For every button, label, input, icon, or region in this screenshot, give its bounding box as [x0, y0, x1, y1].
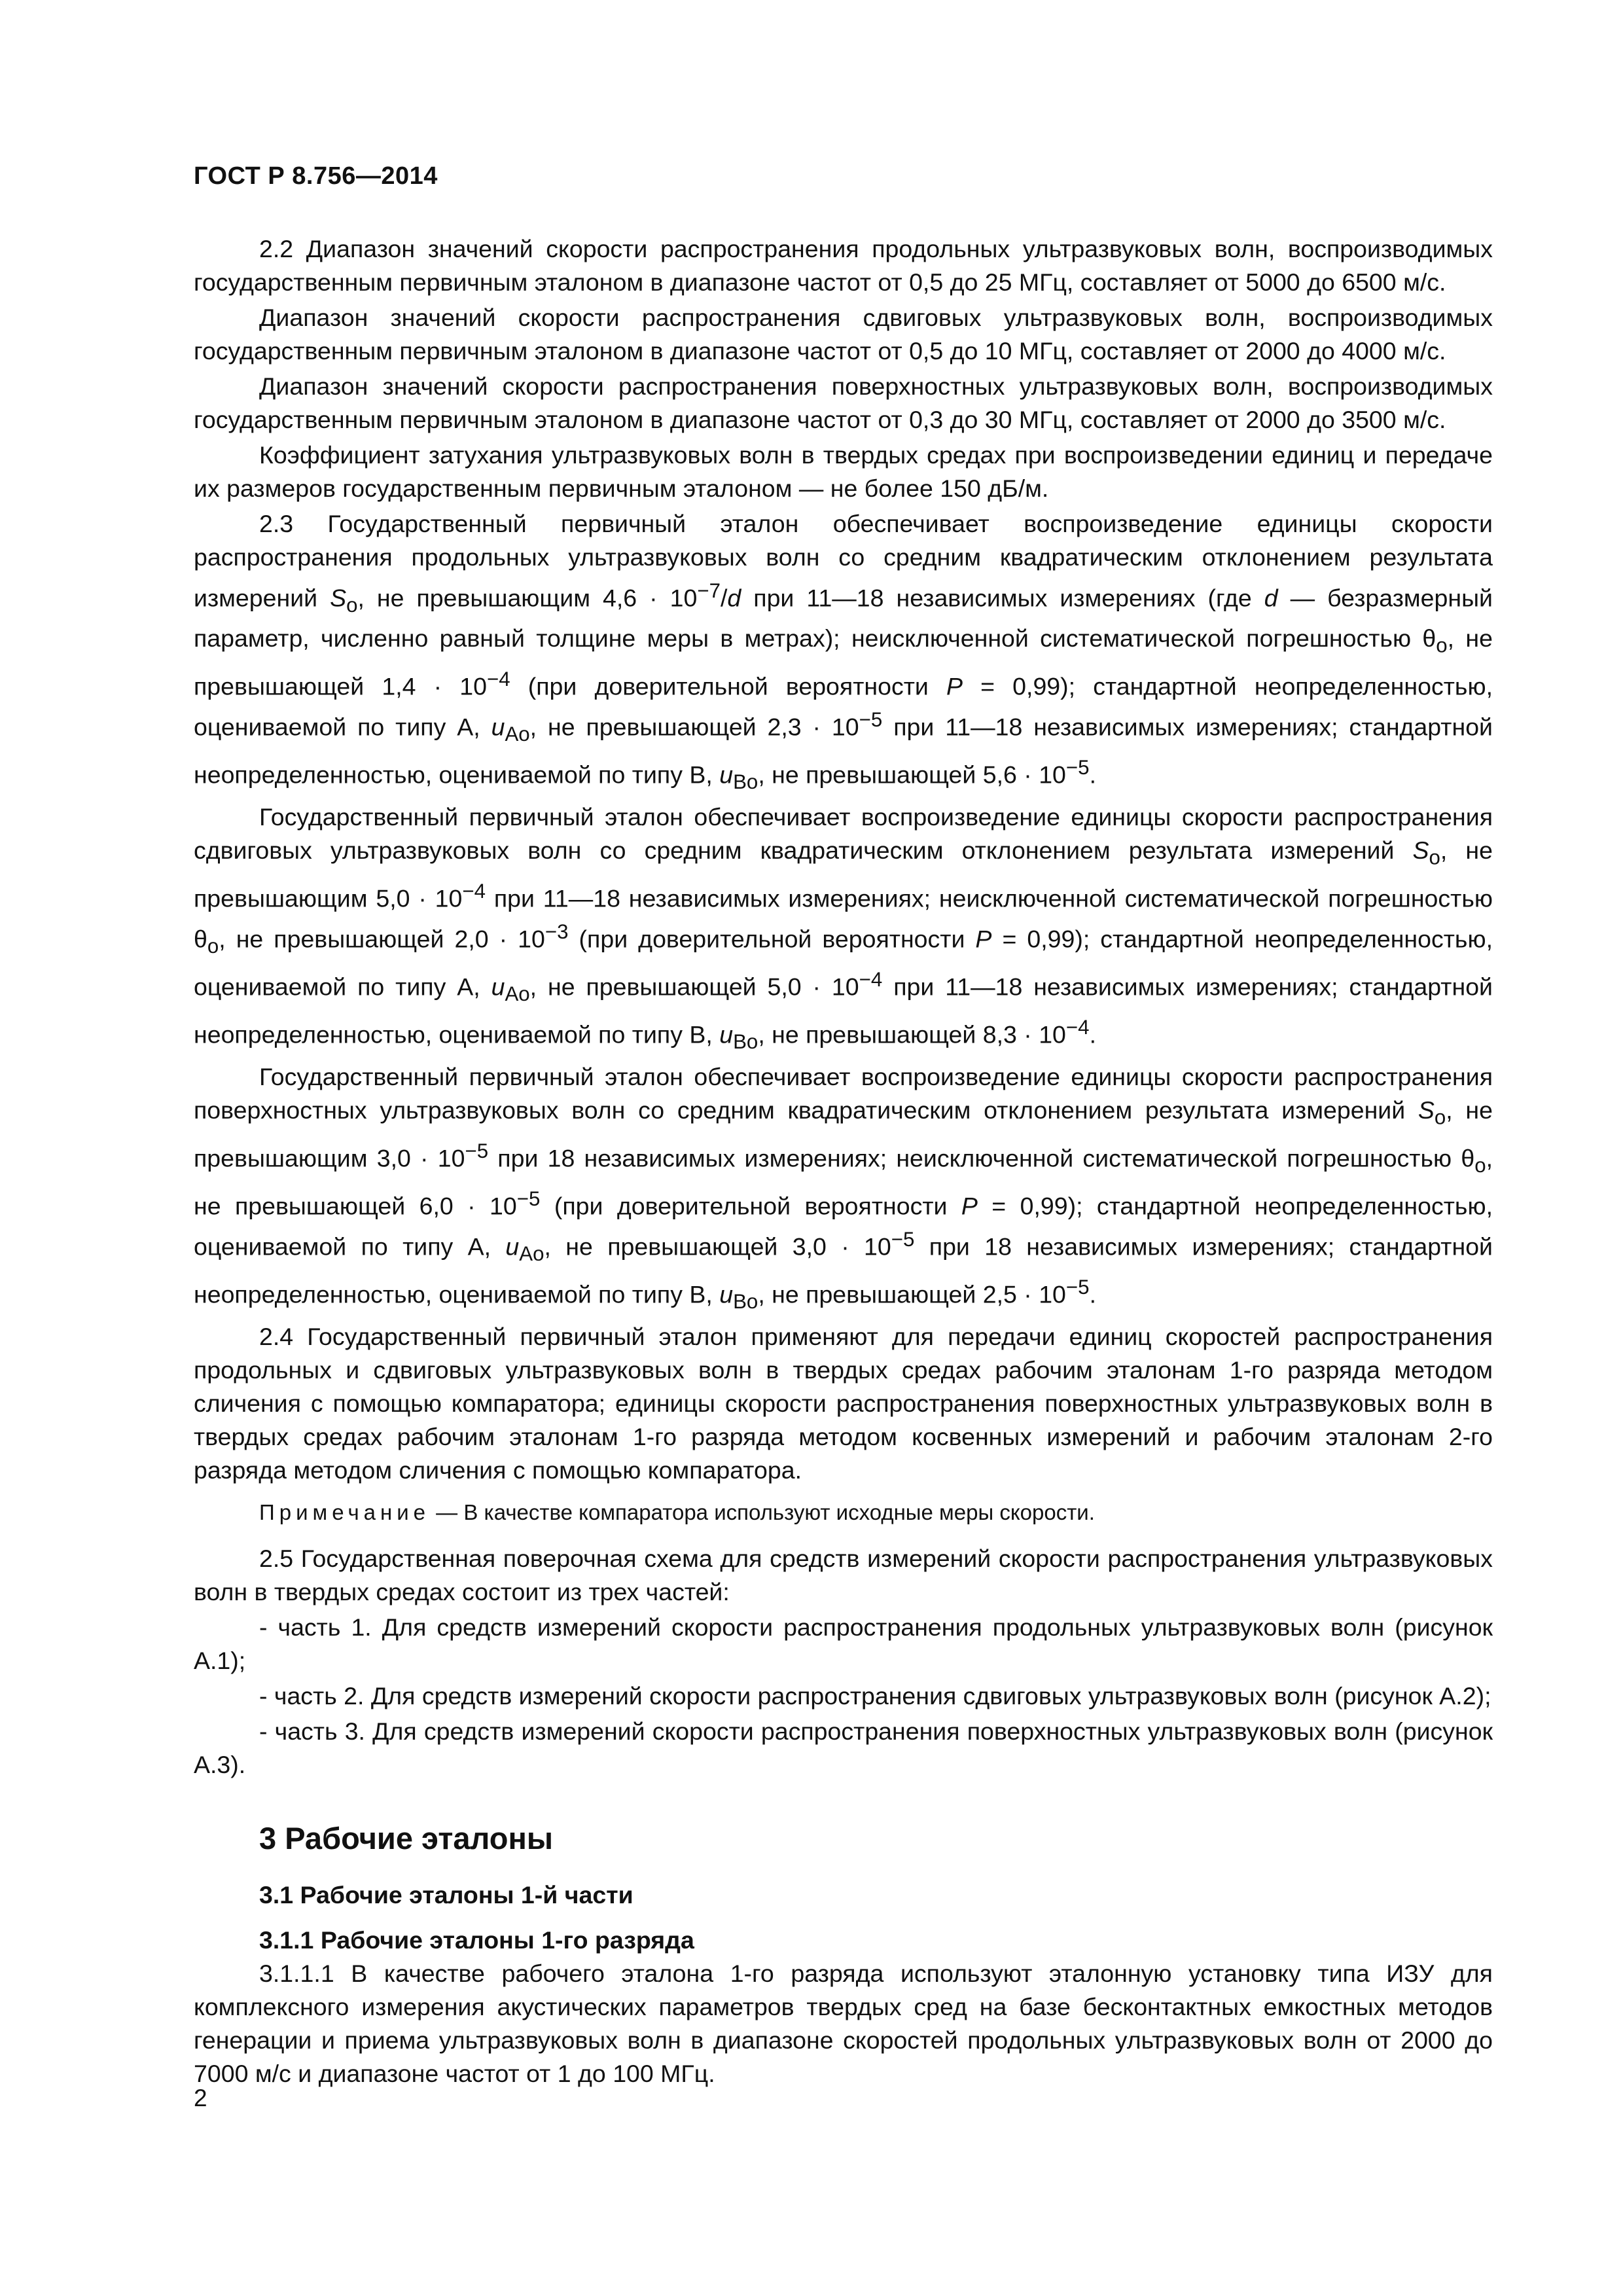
paragraph-shear-standard: Государственный первичный эталон обеспечивает воспроизведение единицы скорости распространения сдвиговых ультразвуковых волн со средним квадратическим отклонением результата измерений $S_о$, не превышающим $5,0 \cdot 10^{-4}$ при 11—18 независимых измерениях; неисключенной систематической погрешностью $\theta_о$, не превышающей $2,0 \cdot 10^{-3}$ (при доверительной вероятности P = 0,99); стандартной неопределенностью, оцениваемой по типу А, $u_{Aо}$, не превышающей $5,0 \cdot 10^{-4}$ при 11—18 независимых измерениях; стандартной неопределенностью, оцениваемой по типу В, $u_{Bо}$, не превышающей $8,3 \cdot 10^{-4}$. — [194, 803, 1493, 1053]
list-item-part-3: - часть 3. Для средств измерений скорости распространения поверхностных ультразвуковых волн (рисунок А.3). — [194, 1717, 1493, 1778]
document-header: ГОСТ Р 8.756—2014 — [194, 162, 438, 190]
page-number: 2 — [194, 2085, 207, 2111]
paragraph-2-3: 2.3 Государственный первичный эталон обеспечивает воспроизведение единицы скорости распространения продольных ультразвуковых волн со средним квадратическим отклонением результата измерений $S_о$, не превышающим $4,6 \cdot 10^{-7}/d$ при 11—18 независимых измерениях (где d — безразмерный параметр, численно равный толщине меры в метрах); неисключенной систематической погрешностью $\theta_о$, не превышающей $1,4 \cdot 10^{-4}$ (при доверительной вероятности P = 0,99); стандартной неопределенностью, оцениваемой по типу А, $u_{Aо}$, не превышающей $2,3 \cdot 10^{-5}$ при 11—18 независимых измерениях; стандартной неопределенностью, оцениваемой по типу В, $u_{Bо}$, не превышающей $5,6 \cdot 10^{-5}$. — [194, 510, 1493, 793]
list-item-part-2: - часть 2. Для средств измерений скорости распространения сдвиговых ультразвуковых волн (рисунок А.2); — [259, 1682, 1491, 1710]
paragraph-surface-standard: Государственный первичный эталон обеспечивает воспроизведение единицы скорости распространения поверхностных ультразвуковых волн со средним квадратическим отклонением результата измерений $S_о$, не превышающим $3,0 \cdot 10^{-5}$ при 18 независимых измерениях; неисключенной систематической погрешностью $\theta_о$, не превышающей $6,0 \cdot 10^{-5}$ (при доверительной вероятности P = 0,99); стандартной неопределенностью, оцениваемой по типу А, $u_{Aо}$, не превышающей $3,0 \cdot 10^{-5}$ при 18 независимых измерениях; стандартной неопределенностью, оцениваемой по типу В, $u_{Bо}$, не превышающей $2,5 \cdot 10^{-5}$. — [194, 1063, 1493, 1313]
paragraph-surface-range: Диапазон значений скорости распространения поверхностных ультразвуковых волн, воспроизводимых государственным первичным эталоном в диапазоне частот от 0,3 до 30 МГц, составляет от 2000 до 3500 м/с. — [194, 372, 1493, 433]
paragraph-2-4: 2.4 Государственный первичный эталон применяют для передачи единиц скоростей распространения продольных и сдвиговых ультразвуковых волн в твердых средах рабочим эталонам 1-го разряда методом сличения с помощью компаратора; единицы скорости распространения поверхностных ультразвуковых волн в твердых средах рабочим эталонам 1-го разряда методом косвенных измерений и рабочим эталонам 2-го разряда методом сличения с помощью компаратора. — [194, 1323, 1493, 1484]
section-heading-3-1: 3.1 Рабочие эталоны 1-й части — [259, 1881, 633, 1909]
note — [194, 1498, 1493, 1528]
paragraph-shear-range: Диапазон значений скорости распространения сдвиговых ультразвуковых волн, воспроизводимых государственным первичным эталоном в диапазоне частот от 0,5 до 10 МГц, составляет от 2000 до 4000 м/с. — [194, 304, 1493, 365]
paragraph-3-1-1-1: 3.1.1.1 В качестве рабочего эталона 1-го разряда используют эталонную установку типа ИЗУ для комплексного измерения акустических параметров твердых сред на базе бесконтактных емкостных методов генерации и приема ультразвуковых волн в диапазоне скоростей продольных ультразвуковых волн от 2000 до 7000 м/с и диапазоне частот от 1 до 100 МГц. — [194, 1960, 1493, 2087]
document-body — [194, 232, 1493, 2092]
paragraph-2-5: 2.5 Государственная поверочная схема для средств измерений скорости распространения ультразвуковых волн в твердых средах состоит из трех частей: — [194, 1545, 1493, 1605]
note-label: Примечание — [259, 1500, 431, 1524]
note-text: — В качестве компаратора используют исходные меры скорости. — [430, 1500, 1095, 1524]
paragraph-2-2: 2.2 Диапазон значений скорости распространения продольных ультразвуковых волн, воспроизводимых государственным первичным эталоном в диапазоне частот от 0,5 до 25 МГц, составляет от 5000 до 6500 м/с. — [194, 235, 1493, 296]
paragraph-attenuation: Коэффициент затухания ультразвуковых волн в твердых средах при воспроизведении единиц и передаче их размеров государственным первичным эталоном — не более 150 дБ/м. — [194, 441, 1493, 502]
list-item-part-1: - часть 1. Для средств измерений скорости распространения продольных ультразвуковых волн (рисунок А.1); — [194, 1613, 1493, 1674]
section-heading-3: 3 Рабочие эталоны — [259, 1821, 553, 1856]
section-heading-3-1-1: 3.1.1 Рабочие эталоны 1-го разряда — [259, 1926, 694, 1954]
